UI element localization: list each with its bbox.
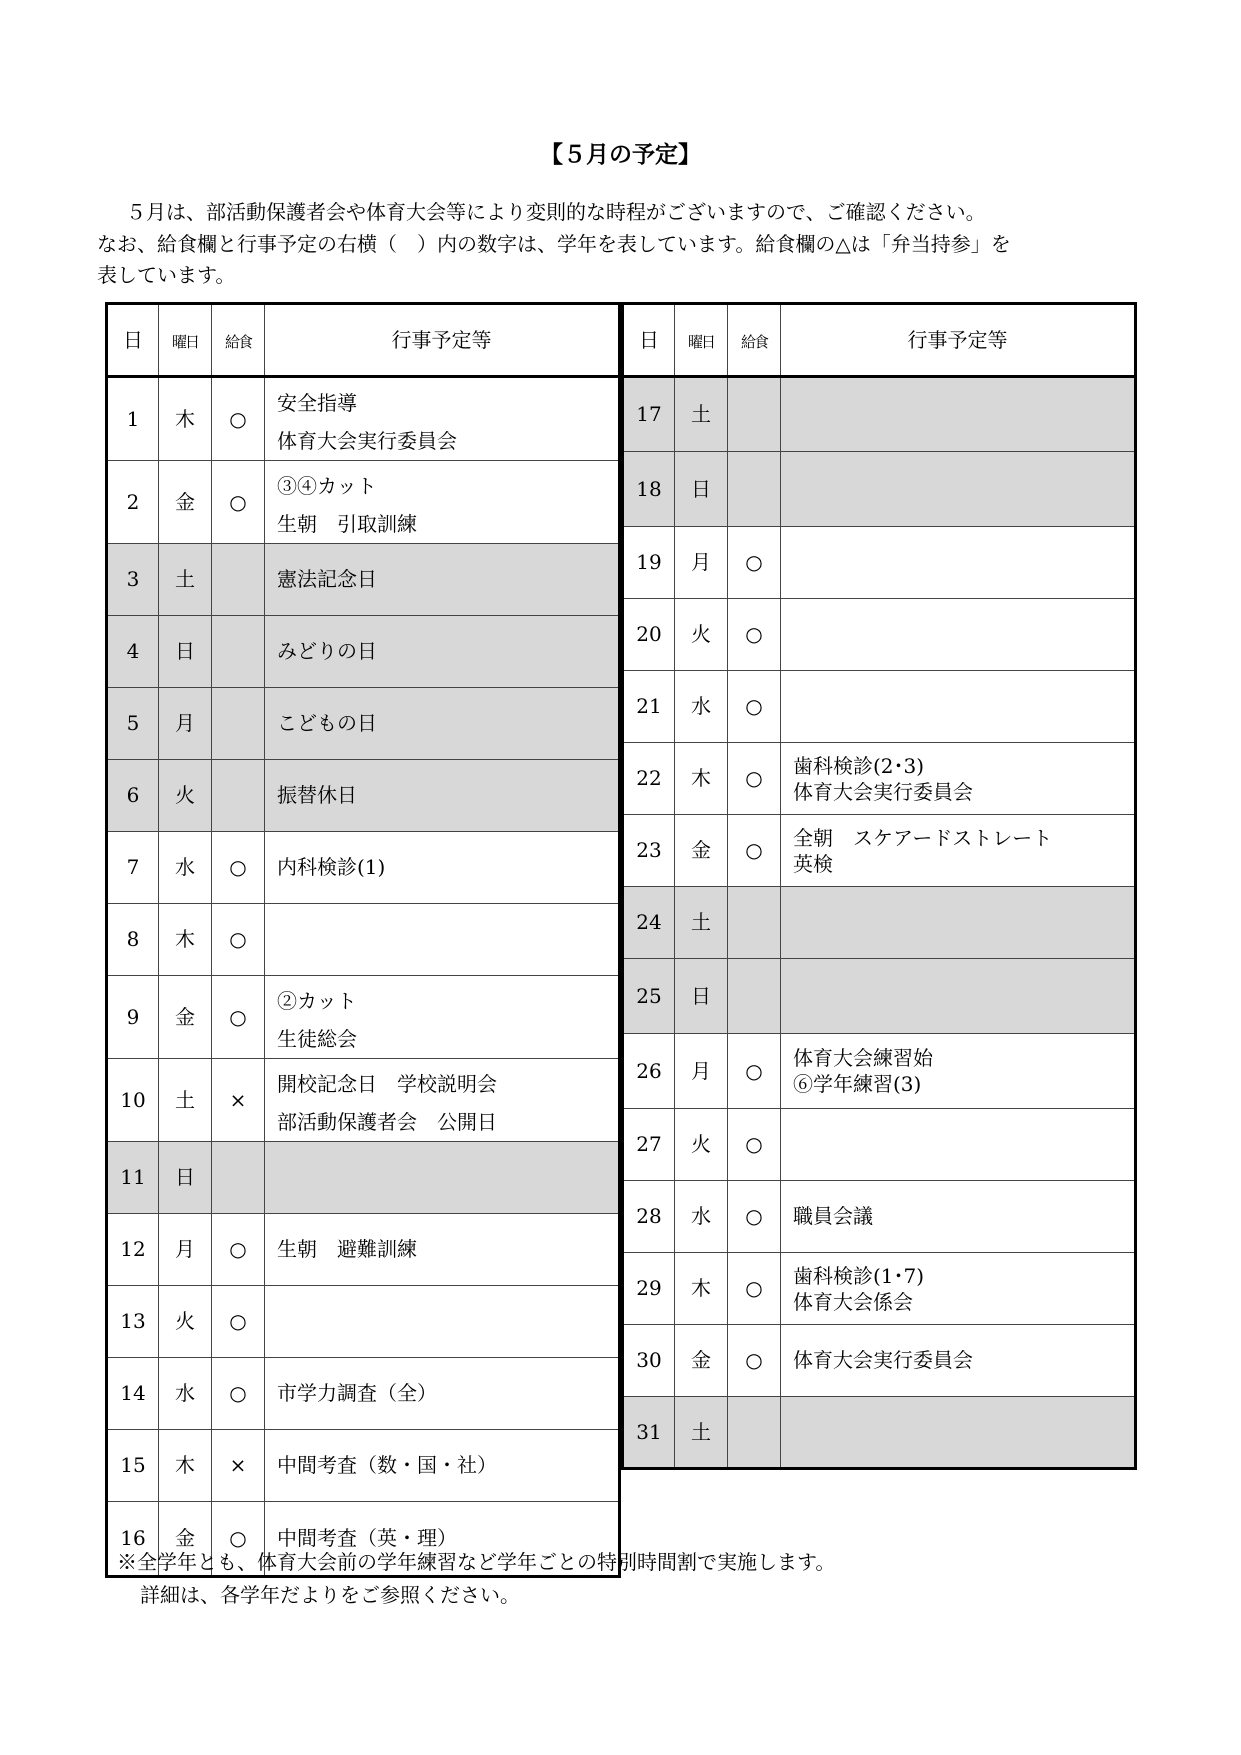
weekday-cell: 土 <box>675 887 728 959</box>
table-row <box>623 671 1136 743</box>
day-cell: 3 <box>107 544 159 616</box>
weekday-cell: 水 <box>675 671 728 743</box>
weekday-cell: 月 <box>675 527 728 599</box>
events-cell <box>265 461 620 544</box>
weekday-cell: 火 <box>159 760 212 832</box>
intro-line-3: 表しています。 <box>97 263 236 287</box>
weekday-cell: 木 <box>675 743 728 815</box>
day-cell: 8 <box>107 904 159 976</box>
lunch-cell <box>728 452 781 527</box>
lunch-cell: ○ <box>212 1286 265 1358</box>
day-cell: 10 <box>107 1059 159 1142</box>
event-text: 開校記念日 学校説明会 <box>277 1072 497 1096</box>
table-row <box>623 815 1136 887</box>
event-text: 内科検診(1) <box>277 855 386 879</box>
weekday-cell: 火 <box>675 599 728 671</box>
lunch-cell: ○ <box>728 1325 781 1397</box>
schedule-body-left <box>107 377 620 1577</box>
table-row <box>107 1142 620 1214</box>
footnote-2: 詳細は、各学年だよりをご参照ください。 <box>140 1583 520 1607</box>
table-row <box>623 959 1136 1034</box>
events-cell <box>265 616 620 688</box>
lunch-cell: ○ <box>728 1181 781 1253</box>
lunch-cell: ○ <box>728 671 781 743</box>
day-cell: 1 <box>107 377 159 461</box>
events-cell <box>781 599 1136 671</box>
table-row <box>623 599 1136 671</box>
events-cell <box>781 1181 1136 1253</box>
lunch-cell: ○ <box>212 976 265 1059</box>
event-text: 体育大会実行委員会 <box>793 779 973 804</box>
day-cell: 28 <box>623 1181 675 1253</box>
table-row <box>107 976 620 1059</box>
events-cell <box>781 959 1136 1034</box>
day-cell: 4 <box>107 616 159 688</box>
intro-line-1: ５月は、部活動保護者会や体育大会等により変則的な時程がございますので、ご確認ください。 <box>126 200 986 224</box>
lunch-cell: ○ <box>212 377 265 461</box>
lunch-cell <box>728 377 781 452</box>
event-text: ⑥学年練習(3) <box>793 1072 922 1096</box>
day-cell: 14 <box>107 1358 159 1430</box>
lunch-cell <box>728 959 781 1034</box>
table-row <box>623 527 1136 599</box>
weekday-cell: 金 <box>159 461 212 544</box>
weekday-cell: 木 <box>675 1253 728 1325</box>
weekday-cell: 日 <box>159 616 212 688</box>
table-row <box>107 688 620 760</box>
lunch-cell: ○ <box>728 599 781 671</box>
lunch-cell: ○ <box>212 461 265 544</box>
events-cell <box>781 887 1136 959</box>
day-cell: 25 <box>623 959 675 1034</box>
lunch-cell: ○ <box>728 1253 781 1325</box>
table-row <box>107 1286 620 1358</box>
events-cell <box>265 377 620 461</box>
event-text: 生朝 避難訓練 <box>277 1237 417 1261</box>
lunch-cell <box>212 1142 265 1214</box>
day-cell: 26 <box>623 1034 675 1109</box>
weekday-cell: 土 <box>159 1059 212 1142</box>
lunch-cell: ○ <box>728 1034 781 1109</box>
weekday-cell: 火 <box>675 1109 728 1181</box>
lunch-cell: ○ <box>728 815 781 887</box>
event-text: ②カット <box>277 989 357 1013</box>
event-text: 憲法記念日 <box>277 567 377 591</box>
header-weekday: 曜日 <box>675 304 728 377</box>
weekday-cell: 土 <box>159 544 212 616</box>
day-cell: 31 <box>623 1397 675 1469</box>
events-cell <box>265 1358 620 1430</box>
lunch-cell <box>212 544 265 616</box>
weekday-cell: 金 <box>675 1325 728 1397</box>
table-row <box>107 544 620 616</box>
weekday-cell: 月 <box>675 1034 728 1109</box>
lunch-cell <box>212 760 265 832</box>
table-row <box>623 1253 1136 1325</box>
weekday-cell: 金 <box>159 976 212 1059</box>
day-cell: 29 <box>623 1253 675 1325</box>
event-text: 振替休日 <box>277 783 357 807</box>
events-cell <box>265 832 620 904</box>
events-cell <box>265 1430 620 1502</box>
events-cell <box>781 377 1136 452</box>
lunch-cell <box>212 616 265 688</box>
header-events: 行事予定等 <box>265 304 620 377</box>
table-header-row <box>623 304 1136 377</box>
day-cell: 6 <box>107 760 159 832</box>
weekday-cell: 木 <box>159 1430 212 1502</box>
events-cell <box>781 527 1136 599</box>
weekday-cell: 金 <box>159 1502 212 1577</box>
weekday-cell: 日 <box>675 452 728 527</box>
events-cell <box>781 1034 1136 1109</box>
lunch-cell <box>212 688 265 760</box>
table-row <box>623 1397 1136 1469</box>
day-cell: 12 <box>107 1214 159 1286</box>
table-row <box>107 904 620 976</box>
weekday-cell: 火 <box>159 1286 212 1358</box>
lunch-cell: × <box>212 1430 265 1502</box>
schedule-body-right <box>623 377 1136 1469</box>
day-cell: 2 <box>107 461 159 544</box>
header-lunch: 給食 <box>212 304 265 377</box>
day-cell: 18 <box>623 452 675 527</box>
day-cell: 17 <box>623 377 675 452</box>
lunch-cell: ○ <box>212 832 265 904</box>
table-row <box>107 461 620 544</box>
weekday-cell: 金 <box>675 815 728 887</box>
event-text: こどもの日 <box>277 711 377 735</box>
table-row <box>107 1059 620 1142</box>
event-text: 歯科検診(1･7) <box>793 1263 925 1288</box>
day-cell: 21 <box>623 671 675 743</box>
table-row <box>107 832 620 904</box>
table-header-row <box>107 304 620 377</box>
weekday-cell: 水 <box>159 1358 212 1430</box>
schedule-table-right <box>621 302 1137 1470</box>
lunch-cell <box>728 1397 781 1469</box>
lunch-cell: ○ <box>728 527 781 599</box>
event-text: ③④カット <box>277 474 377 498</box>
lunch-cell: ○ <box>728 743 781 815</box>
lunch-cell: ○ <box>212 904 265 976</box>
event-text: 全朝 スケアードストレート <box>793 825 1053 850</box>
page-title: 【５月の予定】 <box>540 142 701 168</box>
day-cell: 15 <box>107 1430 159 1502</box>
lunch-cell: × <box>212 1059 265 1142</box>
weekday-cell: 土 <box>675 1397 728 1469</box>
lunch-cell: ○ <box>212 1214 265 1286</box>
event-text: 部活動保護者会 公開日 <box>277 1110 497 1134</box>
header-day: 日 <box>623 304 675 377</box>
table-row <box>623 377 1136 452</box>
day-cell: 23 <box>623 815 675 887</box>
table-row <box>623 887 1136 959</box>
event-text: 生徒総会 <box>277 1027 357 1051</box>
table-row <box>107 1214 620 1286</box>
events-cell <box>265 760 620 832</box>
event-text: 中間考査（英・理） <box>277 1526 457 1550</box>
event-text: 市学力調査（全） <box>277 1381 437 1405</box>
day-cell: 30 <box>623 1325 675 1397</box>
lunch-cell: ○ <box>212 1358 265 1430</box>
weekday-cell: 月 <box>159 1214 212 1286</box>
weekday-cell: 月 <box>159 688 212 760</box>
events-cell <box>781 1109 1136 1181</box>
day-cell: 16 <box>107 1502 159 1577</box>
events-cell <box>781 743 1136 815</box>
events-cell <box>781 452 1136 527</box>
event-text: 体育大会係会 <box>793 1289 913 1314</box>
schedule-table-left <box>105 302 621 1578</box>
lunch-cell: ○ <box>212 1502 265 1577</box>
weekday-cell: 土 <box>675 377 728 452</box>
event-text: 職員会議 <box>793 1204 873 1228</box>
weekday-cell: 日 <box>675 959 728 1034</box>
events-cell <box>781 671 1136 743</box>
table-row <box>107 1358 620 1430</box>
event-text: みどりの日 <box>277 639 377 663</box>
event-text: 英検 <box>793 851 833 876</box>
event-text: 体育大会練習始 <box>793 1046 933 1070</box>
event-text: 体育大会実行委員会 <box>793 1348 973 1372</box>
events-cell <box>265 1286 620 1358</box>
event-text: 中間考査（数・国・社） <box>277 1453 497 1477</box>
day-cell: 27 <box>623 1109 675 1181</box>
table-row <box>623 1109 1136 1181</box>
header-day: 日 <box>107 304 159 377</box>
table-row <box>107 377 620 461</box>
lunch-cell: ○ <box>728 1109 781 1181</box>
day-cell: 7 <box>107 832 159 904</box>
event-text: 生朝 引取訓練 <box>277 512 417 536</box>
header-events: 行事予定等 <box>781 304 1136 377</box>
day-cell: 20 <box>623 599 675 671</box>
table-row <box>623 452 1136 527</box>
events-cell <box>265 1214 620 1286</box>
table-row <box>623 1034 1136 1109</box>
weekday-cell: 木 <box>159 377 212 461</box>
lunch-cell <box>728 887 781 959</box>
table-row <box>107 760 620 832</box>
events-cell <box>781 1253 1136 1325</box>
table-row <box>623 1325 1136 1397</box>
events-cell <box>781 815 1136 887</box>
intro-line-2: なお、給食欄と行事予定の右横（ ）内の数字は、学年を表しています。給食欄の△は「弁当持参」を <box>97 232 1011 256</box>
table-row <box>107 1430 620 1502</box>
table-row <box>623 743 1136 815</box>
weekday-cell: 水 <box>675 1181 728 1253</box>
day-cell: 11 <box>107 1142 159 1214</box>
day-cell: 9 <box>107 976 159 1059</box>
events-cell <box>265 1142 620 1214</box>
day-cell: 22 <box>623 743 675 815</box>
weekday-cell: 木 <box>159 904 212 976</box>
table-row <box>623 1181 1136 1253</box>
event-text: 歯科検診(2･3) <box>793 753 925 778</box>
event-text: 安全指導 <box>277 391 357 415</box>
header-lunch: 給食 <box>728 304 781 377</box>
table-row <box>107 616 620 688</box>
weekday-cell: 日 <box>159 1142 212 1214</box>
events-cell <box>265 976 620 1059</box>
events-cell <box>265 1059 620 1142</box>
day-cell: 5 <box>107 688 159 760</box>
event-text: 体育大会実行委員会 <box>277 429 457 453</box>
events-cell <box>265 544 620 616</box>
header-weekday: 曜日 <box>159 304 212 377</box>
events-cell <box>781 1325 1136 1397</box>
events-cell <box>265 688 620 760</box>
events-cell <box>781 1397 1136 1469</box>
weekday-cell: 水 <box>159 832 212 904</box>
footnote-1: ※全学年とも、体育大会前の学年練習など学年ごとの特別時間割で実施します。 <box>117 1550 836 1574</box>
day-cell: 19 <box>623 527 675 599</box>
events-cell <box>265 904 620 976</box>
day-cell: 13 <box>107 1286 159 1358</box>
day-cell: 24 <box>623 887 675 959</box>
